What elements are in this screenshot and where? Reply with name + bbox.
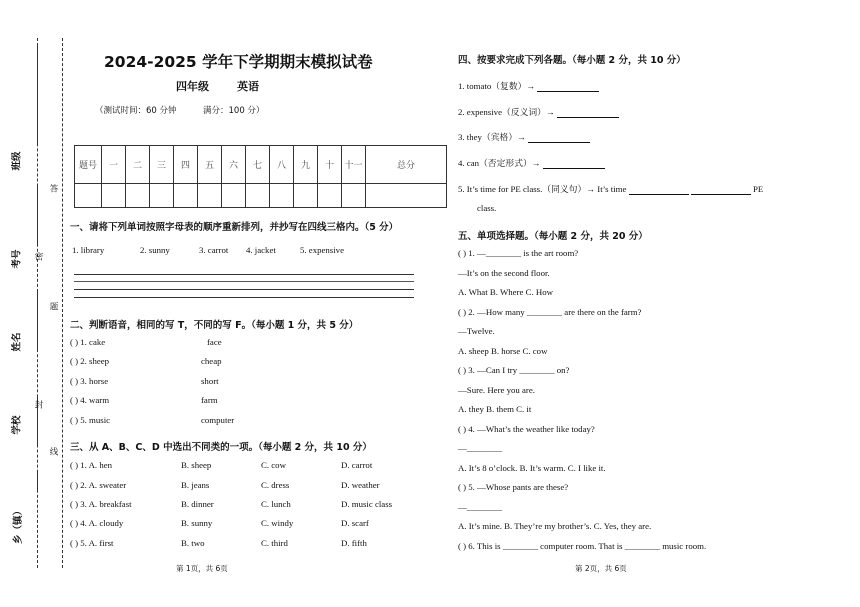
score-cell[interactable]: [150, 184, 174, 208]
transform-prompt: 2. expensive（反义词）→: [458, 107, 555, 117]
transform-item: [458, 130, 590, 143]
phonics-question: ( ) 5. music: [70, 415, 111, 425]
transform-tail: PE: [752, 184, 764, 194]
mc-line: A. It’s 8 o’clock. B. It’s warm. C. I like it.: [458, 463, 606, 473]
class-label: 班级: [11, 151, 23, 171]
score-cell[interactable]: [294, 184, 318, 208]
table-header-cell: 十: [318, 146, 342, 184]
seal-char-ti: 题: [48, 302, 58, 311]
town-fill-line: [37, 470, 38, 490]
answer-blank[interactable]: [691, 185, 751, 195]
mc-line: —It’s on the second floor.: [458, 268, 550, 278]
table-header-cell: 五: [198, 146, 222, 184]
score-cell[interactable]: [126, 184, 150, 208]
score-cell[interactable]: [75, 184, 102, 208]
seal-char-feng: 封: [33, 400, 43, 409]
phonics-question: ( ) 1. cake: [70, 337, 106, 347]
town-label: 乡（镇）: [13, 505, 25, 545]
transform-continuation: class.: [477, 203, 497, 213]
table-header-cell: 九: [294, 146, 318, 184]
option-d: D. fifth: [341, 538, 367, 548]
mc-line: —________: [458, 502, 502, 512]
option-a: ( ) 2. A. sweater: [70, 480, 127, 490]
score-cell[interactable]: [198, 184, 222, 208]
word-item: 5. expensive: [300, 245, 344, 255]
table-header-cell: 四: [174, 146, 198, 184]
grid-line: [74, 297, 414, 298]
option-c: C. dress: [261, 480, 290, 490]
answer-blank[interactable]: [537, 82, 599, 92]
answer-blank[interactable]: [543, 159, 605, 169]
section5-title: 五、单项选择题。（每小题 2 分，共 20 分）: [458, 231, 648, 242]
binding-margin: [0, 0, 70, 607]
table-header-cell: 八: [270, 146, 294, 184]
score-cell[interactable]: [270, 184, 294, 208]
table-header-cell: 七: [246, 146, 270, 184]
word-item: 1. library: [72, 245, 105, 255]
option-d: D. carrot: [341, 460, 373, 470]
option-b: B. sunny: [181, 518, 213, 528]
transform-prompt: 3. they（宾格）→: [458, 132, 526, 142]
option-c: C. cow: [261, 460, 286, 470]
phonics-question: ( ) 3. horse: [70, 376, 109, 386]
mc-line: ( ) 4. —What’s the weather like today?: [458, 424, 595, 434]
score-cell[interactable]: [102, 184, 126, 208]
answer-blank[interactable]: [528, 133, 590, 143]
seal-char-mi: 密: [33, 252, 43, 261]
table-header-cell: 六: [222, 146, 246, 184]
phonics-question: ( ) 4. warm: [70, 395, 110, 405]
mc-line: —________: [458, 443, 502, 453]
page-footer-left: 第 1页，共 6页: [176, 564, 228, 573]
phonics-word: short: [201, 376, 219, 386]
mc-line: A. they B. them C. it: [458, 404, 532, 414]
option-b: B. two: [181, 538, 205, 548]
word-item: 3. carrot: [199, 245, 229, 255]
option-b: B. sheep: [181, 460, 212, 470]
mc-line: A. It’s mine. B. They’re my brother’s. C. Yes, they are.: [458, 521, 652, 531]
transform-item: [458, 79, 599, 92]
transform-prompt: 4. can（否定形式）→: [458, 158, 541, 168]
table-header-cell: 十一: [342, 146, 366, 184]
option-a: ( ) 4. A. cloudy: [70, 518, 124, 528]
table-header-cell: 三: [150, 146, 174, 184]
section3-title: 三、从 A、B、C、D 中选出不同类的一项。（每小题 2 分，共 10 分）: [70, 442, 372, 453]
transform-prompt: 1. tomato（复数）→: [458, 81, 536, 91]
answer-blank[interactable]: [629, 185, 689, 195]
option-c: C. windy: [261, 518, 294, 528]
grade-label: 四年级: [176, 80, 209, 93]
transform-item: [458, 105, 619, 118]
name-label: 姓名: [11, 332, 23, 352]
section4-title: 四、按要求完成下列各题。（每小题 2 分，共 10 分）: [458, 55, 686, 66]
score-cell[interactable]: [174, 184, 198, 208]
grid-line: [74, 274, 414, 275]
word-item: 2. sunny: [140, 245, 170, 255]
test-time: （测试时间：60 分钟: [95, 106, 177, 116]
section1-title: 一、请将下列单词按照字母表的顺序重新排列，并抄写在四线三格内。（5 分）: [70, 222, 399, 233]
full-score: 满分：100 分）: [203, 106, 265, 116]
subject-label: 英语: [237, 80, 259, 93]
score-cell[interactable]: [222, 184, 246, 208]
option-c: C. third: [261, 538, 288, 548]
option-d: D. weather: [341, 480, 380, 490]
section2-title: 二、判断语音，相同的写 T，不同的写 F。（每小题 1 分，共 5 分）: [70, 320, 359, 331]
mc-line: A. sheep B. horse C. cow: [458, 346, 548, 356]
grid-line: [74, 281, 414, 282]
table-header-cell: 二: [126, 146, 150, 184]
option-a: ( ) 3. A. breakfast: [70, 499, 132, 509]
table-header-cell: 总分: [366, 146, 447, 184]
transform-item: [458, 182, 763, 195]
mc-line: —Sure. Here you are.: [458, 385, 535, 395]
mc-line: A. What B. Where C. How: [458, 287, 553, 297]
grid-line: [74, 289, 414, 290]
option-a: ( ) 1. A. hen: [70, 460, 113, 470]
mc-line: ( ) 3. —Can I try ________ on?: [458, 365, 570, 375]
transform-prompt: 5. It’s time for PE class.（同义句）→ It’s time: [458, 184, 627, 194]
table-header-cell: 题号: [75, 146, 102, 184]
exam-number-fill-line: [37, 185, 38, 245]
page-footer-right: 第 2页，共 6页: [575, 564, 627, 573]
phonics-word: face: [207, 337, 222, 347]
score-cell[interactable]: [342, 184, 366, 208]
answer-blank[interactable]: [557, 108, 619, 118]
phonics-question: ( ) 2. sheep: [70, 356, 110, 366]
table-header-cell: 一: [102, 146, 126, 184]
score-cell[interactable]: [318, 184, 342, 208]
mc-line: ( ) 5. —Whose pants are these?: [458, 482, 569, 492]
mc-line: ( ) 6. This is ________ computer room. That is ________ music room.: [458, 541, 707, 551]
school-label: 学校: [11, 415, 23, 435]
mc-line: ( ) 2. —How many ________ are there on the farm?: [458, 307, 642, 317]
option-d: D. scarf: [341, 518, 369, 528]
phonics-word: cheap: [201, 356, 222, 366]
score-cell[interactable]: [246, 184, 270, 208]
mc-line: ( ) 1. —________ is the art room?: [458, 248, 579, 258]
score-cell[interactable]: [366, 184, 447, 208]
phonics-word: farm: [201, 395, 218, 405]
exam-title: 2024-2025 学年下学期期末模拟试卷: [104, 53, 373, 71]
word-item: 4. jacket: [246, 245, 276, 255]
transform-item: [458, 156, 605, 169]
option-a: ( ) 5. A. first: [70, 538, 114, 548]
exam-number-label: 考号: [11, 249, 23, 269]
option-b: B. dinner: [181, 499, 214, 509]
option-d: D. music class: [341, 499, 393, 509]
phonics-word: computer: [201, 415, 235, 425]
cut-dashed-line: [62, 38, 63, 568]
class-fill-line: [37, 45, 38, 145]
option-b: B. jeans: [181, 480, 210, 490]
mc-line: —Twelve.: [458, 326, 495, 336]
seal-char-da: 答: [48, 184, 58, 193]
score-table: [74, 145, 447, 208]
option-c: C. lunch: [261, 499, 291, 509]
name-fill-line: [37, 290, 38, 350]
seal-char-xian: 线: [48, 447, 58, 456]
